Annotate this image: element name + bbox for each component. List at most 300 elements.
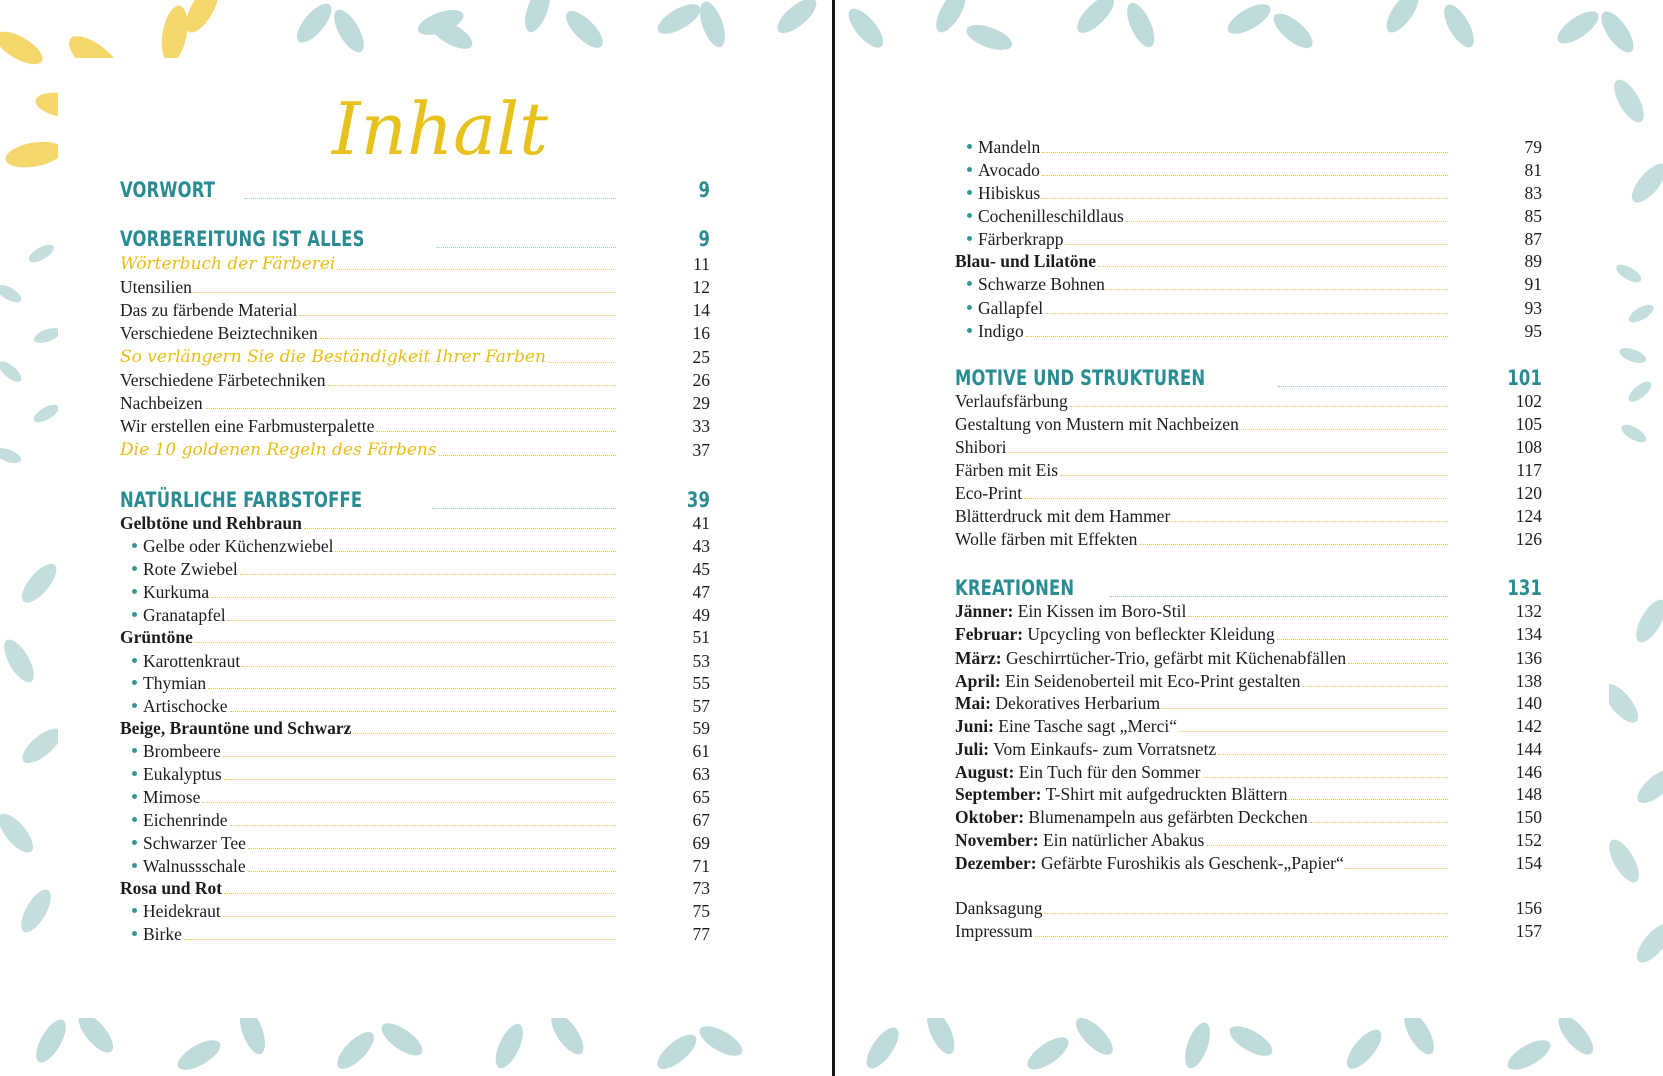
toc-entry-text: Ein Tuch für den Sommer: [1018, 762, 1201, 782]
bullet-icon: [967, 305, 972, 310]
dot-leader: [248, 871, 616, 872]
bullet-icon: [132, 817, 137, 822]
toc-entry[interactable]: [955, 620, 1542, 644]
toc-entry[interactable]: [120, 623, 710, 647]
toc-entry[interactable]: [120, 647, 710, 671]
toc-entry-title: [955, 414, 1239, 434]
toc-entry-title: [955, 298, 1043, 318]
toc-entry-text: VORWORT: [120, 178, 216, 202]
toc-entry[interactable]: [955, 479, 1542, 503]
toc-entry-title: [120, 536, 333, 556]
toc-entry-text: Das zu färbende Material: [120, 300, 298, 320]
toc-page-number: 75: [692, 901, 710, 921]
dot-leader: [224, 893, 616, 894]
toc-entry-title: [120, 787, 200, 807]
dot-leader: [1042, 175, 1448, 176]
toc-page-number: 79: [1524, 137, 1542, 157]
dot-leader: [1348, 663, 1448, 664]
toc-entry-title: [955, 853, 1344, 873]
month-label: Mai:: [955, 693, 991, 713]
toc-entry-text: Utensilien: [120, 277, 192, 297]
toc-entry[interactable]: [120, 920, 710, 944]
toc-entry-text: Grüntöne: [120, 627, 193, 647]
bullet-icon: [132, 863, 137, 868]
toc-entry[interactable]: [120, 783, 710, 807]
toc-page-number: 156: [1515, 898, 1542, 918]
dot-leader: [1107, 289, 1448, 290]
dot-leader: [242, 666, 616, 667]
toc-entry-text: Blumenampeln aus gefärbten Deckchen: [1028, 807, 1308, 827]
toc-entry[interactable]: [120, 412, 710, 436]
toc-entry-text: Eichenrinde: [143, 810, 228, 830]
dot-leader: [1026, 336, 1448, 337]
toc-entry-title: [955, 830, 1204, 850]
toc-entry-title: [120, 513, 302, 533]
toc-entry[interactable]: [120, 737, 710, 761]
toc-page-number: 49: [692, 605, 710, 625]
toc-entry-title: [120, 177, 215, 203]
toc-entry-text: Walnussschale: [143, 856, 246, 876]
toc-page-number: 53: [692, 651, 710, 671]
toc-entry[interactable]: [955, 387, 1542, 411]
bullet-icon: [132, 566, 137, 571]
bullet-icon: [967, 281, 972, 286]
toc-entry[interactable]: [955, 294, 1542, 318]
toc-entry[interactable]: [955, 644, 1542, 668]
toc-entry[interactable]: [120, 692, 710, 716]
dot-leader: [1070, 406, 1448, 407]
toc-entry-text: Birke: [143, 924, 182, 944]
toc-entry-text: Rote Zwiebel: [143, 559, 238, 579]
toc-entry[interactable]: [955, 780, 1542, 804]
toc-entry[interactable]: [955, 894, 1542, 918]
toc-entry-text: Die 10 goldenen Regeln des Färbens: [120, 440, 437, 460]
toc-entry-title: [120, 323, 318, 343]
toc-entry[interactable]: [120, 874, 710, 898]
toc-page-number: 47: [692, 582, 710, 602]
toc-entry-text: Mandeln: [978, 137, 1041, 157]
toc-entry-title: [955, 898, 1042, 918]
toc-page-number: 77: [692, 924, 710, 944]
toc-page-number: 12: [692, 277, 710, 297]
toc-entry-title: [955, 391, 1068, 411]
toc-page-number: 9: [698, 227, 710, 251]
toc-page-number: 71: [692, 856, 710, 876]
toc-entry[interactable]: [120, 669, 710, 693]
dot-leader: [1024, 498, 1448, 499]
toc-page-number: 55: [692, 673, 710, 693]
dot-leader: [1241, 429, 1448, 430]
toc-entry[interactable]: [120, 273, 710, 297]
toc-page-number: 26: [692, 370, 710, 390]
dot-leader: [1172, 521, 1448, 522]
dot-leader: [1139, 544, 1448, 545]
dot-leader: [248, 848, 616, 849]
dot-leader: [1044, 913, 1448, 914]
toc-entry[interactable]: [955, 712, 1542, 736]
toc-entry[interactable]: [120, 829, 710, 853]
toc-page-number: 14: [692, 300, 710, 320]
dot-leader: [224, 779, 616, 780]
toc-entry-text: Geschirrtücher-Trio, gefärbt mit Küchenabfällen: [1006, 648, 1347, 668]
toc-entry[interactable]: [955, 502, 1542, 526]
toc-entry-text: Blau- und Lilatöne: [955, 251, 1097, 271]
bullet-icon: [132, 748, 137, 753]
toc-entry[interactable]: [120, 532, 710, 556]
dot-leader: [1289, 799, 1448, 800]
toc-page-number: 108: [1515, 437, 1542, 457]
toc-entry[interactable]: [955, 803, 1542, 827]
toc-entry[interactable]: [120, 806, 710, 830]
toc-entry-text: Eine Tasche sagt „Merci“: [998, 716, 1177, 736]
toc-entry[interactable]: [955, 317, 1542, 341]
month-label: Oktober:: [955, 807, 1025, 827]
toc-entry-title: [955, 529, 1137, 549]
toc-entry-text: Schwarzer Tee: [143, 833, 246, 853]
dot-leader: [1310, 822, 1448, 823]
toc-page-number: 117: [1516, 460, 1542, 480]
toc-entry-title: [120, 856, 246, 876]
toc-entry-text: Danksagung: [955, 898, 1043, 918]
toc-entry-title: [955, 274, 1105, 294]
toc-entry[interactable]: [955, 270, 1542, 294]
toc-entry[interactable]: [955, 597, 1542, 621]
dot-leader: [1035, 936, 1448, 937]
toc-page-number: 91: [1524, 274, 1542, 294]
toc-entry-title: [955, 160, 1040, 180]
toc-entry[interactable]: [955, 156, 1542, 180]
toc-page-number: 152: [1515, 830, 1542, 850]
toc-entry-title: [120, 627, 193, 647]
toc-entry-title: [955, 601, 1186, 621]
toc-entry-text: NATÜRLICHE FARBSTOFFE: [120, 488, 363, 512]
toc-entry[interactable]: [120, 897, 710, 921]
toc-entry[interactable]: [120, 366, 710, 390]
month-label: März:: [955, 648, 1002, 668]
dot-leader: [1303, 686, 1448, 687]
dot-leader: [1218, 754, 1448, 755]
dot-leader: [202, 802, 616, 803]
toc-entry-text: Blätterdruck mit dem Hammer: [955, 506, 1171, 526]
toc-entry-title: [955, 693, 1160, 713]
toc-entry-text: Avocado: [978, 160, 1040, 180]
bullet-icon: [132, 840, 137, 845]
toc-entry-text: Färberkrapp: [978, 229, 1064, 249]
toc-entry-text: Färben mit Eis: [955, 460, 1059, 480]
toc-entry-title: [955, 251, 1096, 271]
toc-page-number: 101: [1507, 366, 1542, 390]
dot-leader: [211, 597, 616, 598]
toc-entry-text: Ein Kissen im Boro-Stil: [1017, 601, 1187, 621]
toc-entry-text: Ein natürlicher Abakus: [1042, 830, 1205, 850]
toc-entry[interactable]: [955, 410, 1542, 434]
toc-entry-text: Granatapfel: [143, 605, 226, 625]
toc-page-number: 85: [1524, 206, 1542, 226]
toc-entry-text: Verschiedene Färbetechniken: [120, 370, 326, 390]
toc-entry-text: Verschiedene Beiztechniken: [120, 323, 318, 343]
toc-entry-title: [955, 506, 1170, 526]
toc-entry-text: Dekoratives Herbarium: [995, 693, 1161, 713]
dot-leader: [1162, 708, 1448, 709]
toc-entry[interactable]: [120, 760, 710, 784]
toc-page-number: 140: [1515, 693, 1542, 713]
toc-entry-text: Eco-Print: [955, 483, 1023, 503]
toc-entry-text: Cochenilleschildlaus: [978, 206, 1124, 226]
month-label: Jänner:: [955, 601, 1014, 621]
dot-leader: [194, 292, 616, 293]
dot-leader: [1203, 777, 1448, 778]
toc-page-number: 39: [686, 488, 710, 512]
toc-page-number: 73: [692, 878, 710, 898]
toc-entry[interactable]: [120, 296, 710, 320]
bullet-icon: [132, 658, 137, 663]
dot-leader: [1179, 731, 1448, 732]
dot-leader: [1188, 616, 1448, 617]
toc-page-number: 63: [692, 764, 710, 784]
toc-page-number: 25: [692, 347, 710, 367]
toc-entry[interactable]: [120, 555, 710, 579]
bullet-icon: [967, 328, 972, 333]
toc-page-number: 9: [698, 178, 710, 202]
toc-page-number: 61: [692, 741, 710, 761]
bullet-icon: [967, 144, 972, 149]
toc-entry-text: Gelbe oder Küchenzwiebel: [143, 536, 334, 556]
toc-entry[interactable]: [120, 250, 710, 274]
toc-page-number: 150: [1515, 807, 1542, 827]
page-gutter: [832, 0, 835, 1076]
toc-page-number: 105: [1515, 414, 1542, 434]
toc-page-number: 81: [1524, 160, 1542, 180]
month-label: Juni:: [955, 716, 994, 736]
toc-entry-text: Impressum: [955, 921, 1033, 941]
toc-entry[interactable]: [120, 601, 710, 625]
toc-page-number: 120: [1515, 483, 1542, 503]
toc-entry-text: T-Shirt mit aufgedruckten Blättern: [1045, 784, 1288, 804]
toc-page-number: 134: [1515, 624, 1542, 644]
toc-page-number: 93: [1524, 298, 1542, 318]
toc-entry-text: Wolle färben mit Effekten: [955, 529, 1138, 549]
toc-entry[interactable]: [955, 735, 1542, 759]
bullet-icon: [132, 589, 137, 594]
bullet-icon: [132, 680, 137, 685]
toc-page-number: 138: [1515, 671, 1542, 691]
dot-leader: [335, 551, 616, 552]
toc-entry-title: [955, 784, 1287, 804]
toc-entry[interactable]: [120, 509, 710, 533]
toc-page-number: 59: [692, 718, 710, 738]
dot-leader: [195, 642, 616, 643]
toc-page-number: 69: [692, 833, 710, 853]
toc-entry-title: [120, 764, 222, 784]
toc-page-number: 67: [692, 810, 710, 830]
toc-entry[interactable]: [120, 173, 710, 203]
toc-entry[interactable]: [955, 525, 1542, 549]
bullet-icon: [967, 213, 972, 218]
toc-entry-title: [955, 437, 1007, 457]
toc-entry-text: Beige, Brauntöne und Schwarz: [120, 718, 352, 738]
bullet-icon: [132, 543, 137, 548]
month-label: August:: [955, 762, 1015, 782]
dot-leader: [1098, 266, 1448, 267]
dot-leader: [1066, 244, 1448, 245]
toc-page-number: 83: [1524, 183, 1542, 203]
toc-entry-text: Nachbeizen: [120, 393, 203, 413]
dot-leader: [208, 688, 616, 689]
toc-entry-title: [120, 370, 326, 390]
toc-entry[interactable]: [955, 433, 1542, 457]
toc-page-number: 45: [692, 559, 710, 579]
toc-entry-text: Mimose: [143, 787, 201, 807]
dot-leader: [205, 408, 616, 409]
toc-entry[interactable]: [955, 826, 1542, 850]
toc-entry-text: Brombeere: [143, 741, 221, 761]
month-label: Dezember:: [955, 853, 1037, 873]
toc-entry-title: [120, 416, 374, 436]
toc-entry-title: [955, 624, 1275, 644]
toc-entry-title: [120, 651, 240, 671]
toc-entry[interactable]: [955, 202, 1542, 226]
toc-page-number: 132: [1515, 601, 1542, 621]
toc-entry-title: [955, 183, 1040, 203]
toc-page-number: 65: [692, 787, 710, 807]
dot-leader: [228, 620, 616, 621]
toc-page-number: 29: [692, 393, 710, 413]
toc-entry-title: [955, 921, 1033, 941]
dot-leader: [244, 198, 616, 199]
toc-entry[interactable]: [955, 667, 1542, 691]
toc-entry-text: Hibiskus: [978, 183, 1041, 203]
toc-entry-text: Shibori: [955, 437, 1007, 457]
month-label: Juli:: [955, 739, 990, 759]
toc-page-number: 124: [1515, 506, 1542, 526]
toc-entry-title: [120, 718, 351, 738]
toc-entry-text: Gestaltung von Mustern mit Nachbeizen: [955, 414, 1239, 434]
toc-page-number: 136: [1515, 648, 1542, 668]
bullet-icon: [132, 703, 137, 708]
toc-page-number: 157: [1515, 921, 1542, 941]
toc-entry-text: So verlängern Sie die Beständigkeit Ihrer Farben: [120, 347, 546, 367]
toc-entry[interactable]: [120, 222, 710, 252]
bullet-icon: [967, 190, 972, 195]
month-label: Februar:: [955, 624, 1024, 644]
toc-entry[interactable]: [955, 133, 1542, 157]
toc-entry-text: Eukalyptus: [143, 764, 222, 784]
toc-entry-title: [120, 582, 209, 602]
toc-page-number: 11: [693, 254, 710, 274]
toc-entry-title: [955, 483, 1022, 503]
toc-entry[interactable]: [120, 436, 710, 460]
bullet-icon: [132, 794, 137, 799]
toc-entry-text: Upcycling von befleckter Kleidung: [1027, 624, 1275, 644]
dot-leader: [230, 711, 616, 712]
toc-page-number: 154: [1515, 853, 1542, 873]
svg-text:Inhalt: Inhalt: [332, 87, 549, 171]
toc-entry-title: [955, 460, 1058, 480]
toc-entry[interactable]: [955, 758, 1542, 782]
toc-entry[interactable]: [120, 319, 710, 343]
toc-page-number: 144: [1515, 739, 1542, 759]
toc-entry-title: [120, 254, 335, 274]
toc-entry-title: [955, 648, 1346, 668]
toc-page-number: 126: [1515, 529, 1542, 549]
toc-entry-title: [120, 673, 206, 693]
toc-entry[interactable]: [955, 179, 1542, 203]
toc-entry[interactable]: [955, 689, 1542, 713]
month-label: September:: [955, 784, 1042, 804]
toc-entry[interactable]: [955, 456, 1542, 480]
toc-page-number: 37: [692, 440, 710, 460]
toc-entry[interactable]: [120, 343, 710, 367]
toc-entry[interactable]: [955, 917, 1542, 941]
toc-page-number: 51: [692, 627, 710, 647]
toc-entry-text: Wörterbuch der Färberei: [120, 254, 336, 274]
toc-entry[interactable]: [120, 578, 710, 602]
dot-leader: [439, 455, 616, 456]
dot-leader: [223, 756, 616, 757]
bullet-icon: [967, 167, 972, 172]
toc-entry-text: Karottenkraut: [143, 651, 241, 671]
toc-entry-text: Kurkuma: [143, 582, 210, 602]
dot-leader: [1042, 198, 1448, 199]
dot-leader: [548, 362, 616, 363]
toc-entry-title: [120, 277, 192, 297]
toc-entry-text: Gallapfel: [978, 298, 1044, 318]
dot-leader: [1045, 313, 1448, 314]
bullet-icon: [132, 771, 137, 776]
dot-leader: [1206, 845, 1448, 846]
bullet-icon: [967, 236, 972, 241]
toc-entry[interactable]: [120, 389, 710, 413]
dot-leader: [230, 825, 616, 826]
dot-leader: [1042, 152, 1448, 153]
toc-page-number: 142: [1515, 716, 1542, 736]
toc-entry[interactable]: [955, 225, 1542, 249]
toc-entry-title: [955, 229, 1064, 249]
toc-entry-title: [120, 810, 228, 830]
toc-entry-title: [120, 741, 221, 761]
bullet-icon: [132, 908, 137, 913]
toc-page-number: 148: [1515, 784, 1542, 804]
dot-leader: [299, 315, 616, 316]
toc-entry-title: [955, 671, 1301, 691]
toc-entry-text: VORBEREITUNG IST ALLES: [120, 227, 365, 251]
toc-page-number: 146: [1515, 762, 1542, 782]
toc-entry-title: [955, 716, 1177, 736]
toc-page-number: 87: [1524, 229, 1542, 249]
dot-leader: [1277, 639, 1448, 640]
dot-leader: [436, 247, 616, 248]
toc-entry-title: [120, 393, 203, 413]
dot-leader: [328, 385, 616, 386]
toc-entry[interactable]: [955, 849, 1542, 873]
toc-entry-title: [120, 347, 546, 367]
toc-entry[interactable]: [120, 714, 710, 738]
dot-leader: [320, 338, 616, 339]
toc-entry-title: [955, 762, 1201, 782]
toc-entry-text: Heidekraut: [143, 901, 221, 921]
toc-entry[interactable]: [955, 247, 1542, 271]
toc-page-number: 102: [1515, 391, 1542, 411]
toc-entry-text: Gefärbte Furoshikis als Geschenk-„Papier“: [1041, 853, 1344, 873]
toc-entry[interactable]: [120, 852, 710, 876]
month-label: April:: [955, 671, 1001, 691]
toc-page-number: 43: [692, 536, 710, 556]
toc-entry-title: [120, 559, 238, 579]
toc-entry-title: [955, 321, 1024, 341]
dot-leader: [376, 431, 616, 432]
toc-entry-title: [120, 226, 365, 252]
toc-entry-text: Vom Einkaufs- zum Vorratsnetz: [993, 739, 1217, 759]
